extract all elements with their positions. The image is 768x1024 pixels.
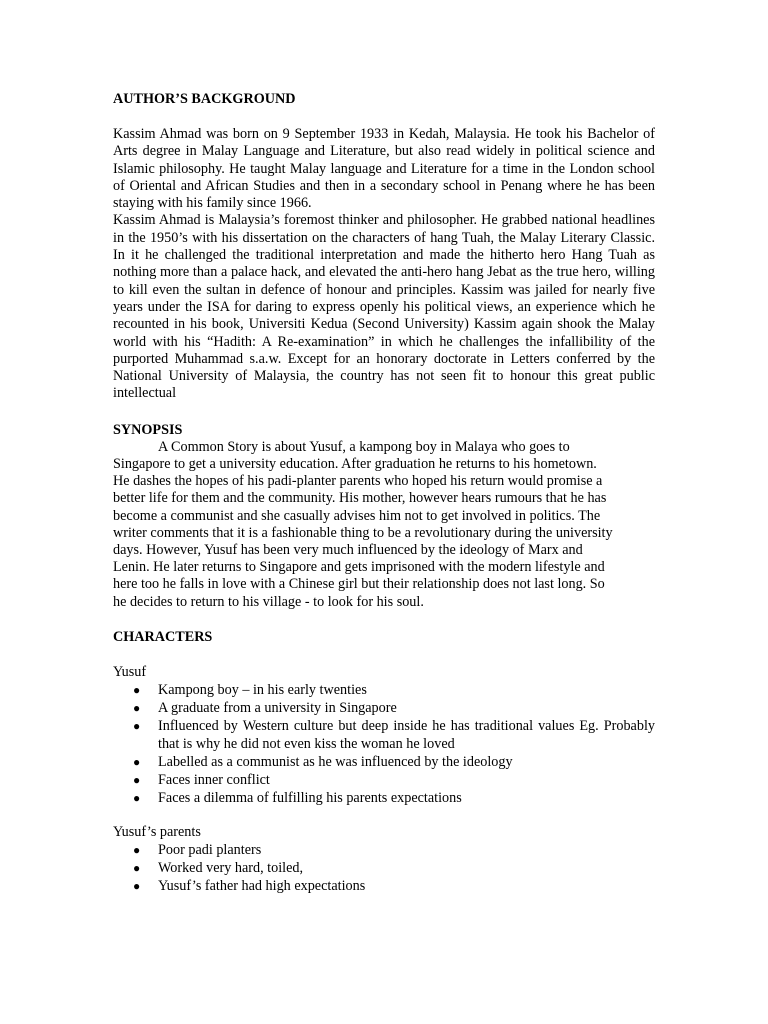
list-item-text: Faces a dilemma of fulfilling his parents expectations — [158, 789, 462, 806]
list-item — [113, 753, 655, 771]
parents-traits-list — [113, 841, 655, 895]
list-item — [113, 681, 655, 699]
list-item — [113, 771, 655, 789]
characters-heading: CHARACTERS — [113, 628, 213, 645]
bullet-icon: ● — [133, 700, 141, 715]
author-paragraph-1: Kassim Ahmad was born on 9 September 1933 in Kedah, Malaysia. He took his Bachelor of Arts degree in Malay Language and Literature, but also read widely in political science and Islamic philosophy. He taught Malay language and Literature for a time in the London school of Oriental and African Studies and then in a secondary school in Penang where he has been staying with his family since 1966. — [113, 126, 655, 212]
list-item — [113, 717, 655, 753]
list-item-text: Yusuf’s father had high expectations — [158, 877, 366, 894]
bullet-icon: ● — [133, 790, 141, 805]
bullet-icon: ● — [133, 842, 141, 857]
author-paragraph-2: Kassim Ahmad is Malaysia’s foremost thinker and philosopher. He grabbed national headlines in the 1950’s with his dissertation on the characters of hang Tuah, the Malay Literary Classic. In it he challenged the traditional interpretation and made the hitherto hero Hang Tuah as nothing more than a palace hack, and elevated the anti-hero hang Jebat as the true hero, willing to kill even the sultan in defence of honour and principles. Kassim was jailed for nearly five years under the ISA for daring to express openly his political views, an experience which he recounted in his book, Universiti Kedua (Second University) Kassim again shook the Malay world with his “Hadith: A Re-examination” in which he challenges the infallibility of the purported Muhammad s.a.w. Except for an honorary doctorate in Letters conferred by the National University of Malaysia, the country has not seen fit to honour this great public intellectual — [113, 212, 655, 402]
yusuf-traits-list — [113, 681, 655, 807]
list-item-text: Labelled as a communist as he was influenced by the ideology — [158, 753, 513, 770]
list-item — [113, 699, 655, 717]
list-item-text: Worked very hard, toiled, — [158, 859, 304, 876]
bullet-icon: ● — [133, 860, 141, 875]
synopsis-line: He dashes the hopes of his padi-planter parents who hoped his return would promise a — [113, 473, 603, 490]
list-item — [113, 789, 655, 807]
synopsis-line: better life for them and the community. His mother, however hears rumours that he has — [113, 490, 607, 507]
synopsis-line: Singapore to get a university education. After graduation he returns to his hometown. — [113, 455, 597, 472]
bullet-icon: ● — [133, 772, 141, 787]
list-item-text: Kampong boy – in his early twenties — [158, 681, 367, 698]
synopsis-line: Lenin. He later returns to Singapore and gets imprisoned with the modern lifestyle and — [113, 559, 605, 576]
bullet-icon: ● — [133, 754, 141, 769]
character-name-yusuf: Yusuf — [113, 663, 147, 680]
author-heading: AUTHOR’S BACKGROUND — [113, 91, 296, 107]
synopsis-line: become a communist and she casually advises him not to get involved in politics. The — [113, 507, 601, 524]
synopsis-line: A Common Story is about Yusuf, a kampong boy in Malaya who goes to — [158, 438, 570, 455]
bullet-icon: ● — [133, 878, 141, 893]
bullet-icon: ● — [133, 718, 141, 733]
synopsis-line: days. However, Yusuf has been very much influenced by the ideology of Marx and — [113, 541, 583, 558]
list-item-text: A graduate from a university in Singapore — [158, 699, 397, 716]
list-item — [113, 877, 655, 895]
list-item — [113, 841, 655, 859]
synopsis-line: writer comments that it is a fashionable thing to be a revolutionary during the university — [113, 524, 613, 541]
synopsis-body — [113, 439, 655, 611]
list-item — [113, 859, 655, 877]
list-item-text: Influenced by Western culture but deep inside he has traditional values Eg. Probably that is why he did not even kiss the woman he loved — [158, 717, 655, 752]
synopsis-heading: SYNOPSIS — [113, 421, 183, 438]
list-item-text: Faces inner conflict — [158, 771, 270, 788]
list-item-text: Poor padi planters — [158, 841, 262, 858]
bullet-icon: ● — [133, 682, 141, 697]
synopsis-line: he decides to return to his village - to look for his soul. — [113, 593, 424, 610]
synopsis-line: here too he falls in love with a Chinese girl but their relationship does not last long. So — [113, 576, 605, 593]
character-name-parents: Yusuf’s parents — [113, 823, 201, 840]
document-content — [113, 90, 655, 895]
